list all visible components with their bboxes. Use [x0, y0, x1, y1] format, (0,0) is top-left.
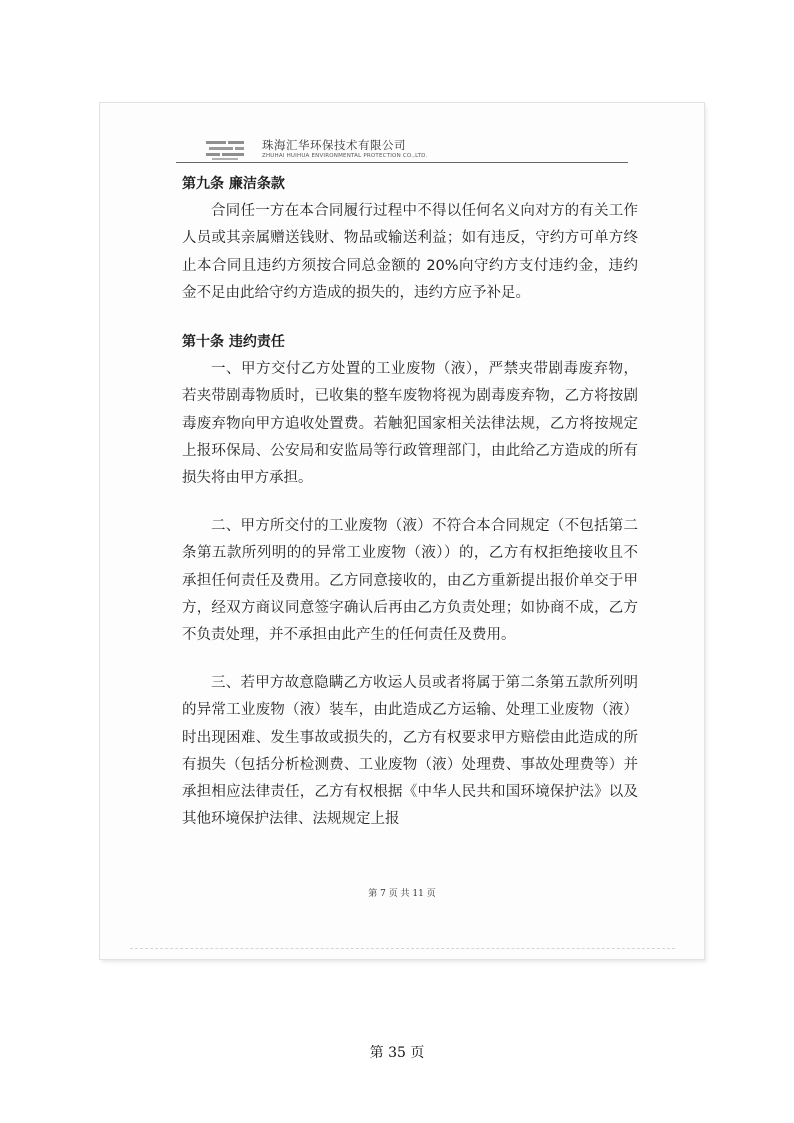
article-9-paragraph: 合同任一方在本合同履行过程中不得以任何名义向对方的有关工作人员或其亲属赠送钱财、物品或输送利益；如有违反，守约方可单方终止本合同且违约方须按合同总金额的 20%向守约方支付违约金，违约金不足由此给守约方造成的损失的，违约方应予补足。 — [182, 203, 638, 301]
header-divider — [176, 162, 628, 163]
article-10-clause-2: 二、甲方所交付的工业废物（液）不符合本合同规定（不包括第二条第五款所列明的的异常工业废物（液））的，乙方有权拒绝接收且不承担任何责任及费用。乙方同意接收的，由乙方重新提出报价单交于甲方，经双方商议同意签字确认后再由乙方负责处理；如协商不成，乙方不负责处理，并不承担由此产生的任何责任及费用。 — [182, 518, 638, 644]
article-9-heading: 第九条 廉洁条款 — [182, 176, 285, 192]
scanned-contract-page — [100, 103, 704, 959]
scan-edge-mark — [130, 948, 675, 949]
article-10-clause-3: 三、若甲方故意隐瞒乙方收运人员或者将属于第二条第五款所列明的异常工业废物（液）装车，由此造成乙方运输、处理工业废物（液）时出现困难、发生事故或损失的，乙方有权要求甲方赔偿由此造成的所有损失（包括分析检测费、工业废物（液）处理费、事故处理费等）并承担相应法律责任，乙方有权根据《中华人民共和国环境保护法》以及其他环境保护法律、法规规定上报 — [182, 675, 638, 828]
page-number: 第 35 页 — [369, 1045, 425, 1061]
inner-page-number: 第 7 页 共 11 页 — [368, 889, 436, 899]
article-10-heading: 第十条 违约责任 — [182, 334, 285, 350]
company-name-cn: 珠海汇华环保技术有限公司 — [262, 138, 406, 152]
letterhead — [176, 135, 628, 165]
company-logo-icon — [206, 139, 244, 161]
article-10-clause-1: 一、甲方交付乙方处置的工业废物（液），严禁夹带剧毒废弃物，若夹带剧毒物质时，已收集的整车废物将视为剧毒废弃物，乙方将按剧毒废弃物向甲方追收处置费。若触犯国家相关法律法规，乙方将按规定上报环保局、公安局和安监局等行政管理部门，由此给乙方造成的所有损失将由甲方承担。 — [182, 361, 638, 487]
company-name-en: ZHUHAI HUIHUA ENVIRONMENTAL PROTECTION CO.,LTD. — [262, 153, 428, 159]
